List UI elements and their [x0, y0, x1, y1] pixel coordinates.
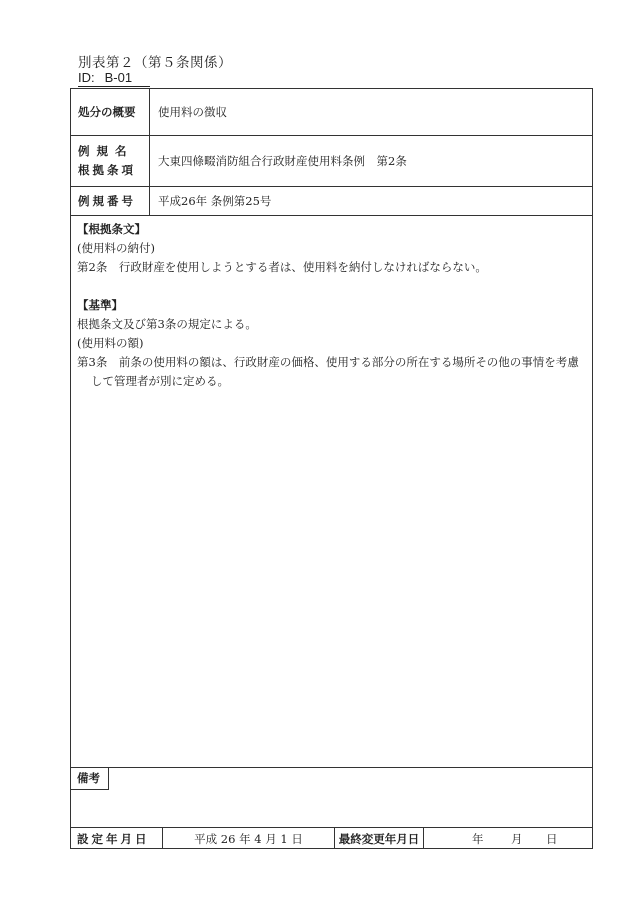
- rule-row: [71, 136, 592, 187]
- number-value: 平成26年 条例第25号: [158, 194, 272, 208]
- basis-paren: (使用料の納付): [77, 241, 155, 255]
- basis-text: 第2条 行政財産を使用しようとする者は、使用料を納付しなければならない。: [77, 260, 487, 274]
- day-marker: 日: [546, 831, 558, 846]
- last-changed-value: [424, 828, 592, 849]
- remarks-label: 備考: [71, 768, 109, 790]
- standard-heading: 【基準】: [77, 298, 123, 312]
- month-marker: 月: [511, 831, 523, 846]
- rule-label-line2: 根拠条項: [78, 163, 136, 177]
- basis-heading: 【根拠条文】: [77, 222, 146, 236]
- body-section: [71, 216, 592, 768]
- rule-value: 大東四條畷消防組合行政財産使用料条例 第2条: [158, 154, 407, 168]
- form-table: [70, 88, 593, 849]
- rule-label-line1: 例規名: [78, 144, 134, 158]
- summary-value: 使用料の徴収: [158, 105, 227, 119]
- footer-row: [71, 827, 592, 849]
- standard-text: 第3条 前条の使用料の額は、行政財産の価格、使用する部分の所在する場所その他の事情を考慮して管理者が別に定める。: [77, 355, 579, 388]
- id-label: ID:: [78, 70, 95, 85]
- set-date-label: 設定年月日: [71, 828, 163, 849]
- summary-label: 処分の概要: [71, 89, 150, 135]
- rule-label: [71, 136, 150, 186]
- standard-line: 根拠条文及び第3条の規定による。: [77, 317, 257, 331]
- document-id: [78, 70, 150, 87]
- last-changed-label: 最終変更年月日: [335, 828, 424, 849]
- number-row: [71, 187, 592, 216]
- set-date-value: 平成 26 年 4 月 1 日: [163, 828, 335, 849]
- standard-paren: (使用料の額): [77, 336, 144, 350]
- page-heading: 別表第２（第５条関係）: [78, 55, 232, 71]
- number-label: 例規番号: [71, 187, 150, 215]
- year-marker: 年: [472, 831, 484, 846]
- id-value: B-01: [104, 70, 133, 85]
- summary-row: [71, 89, 592, 136]
